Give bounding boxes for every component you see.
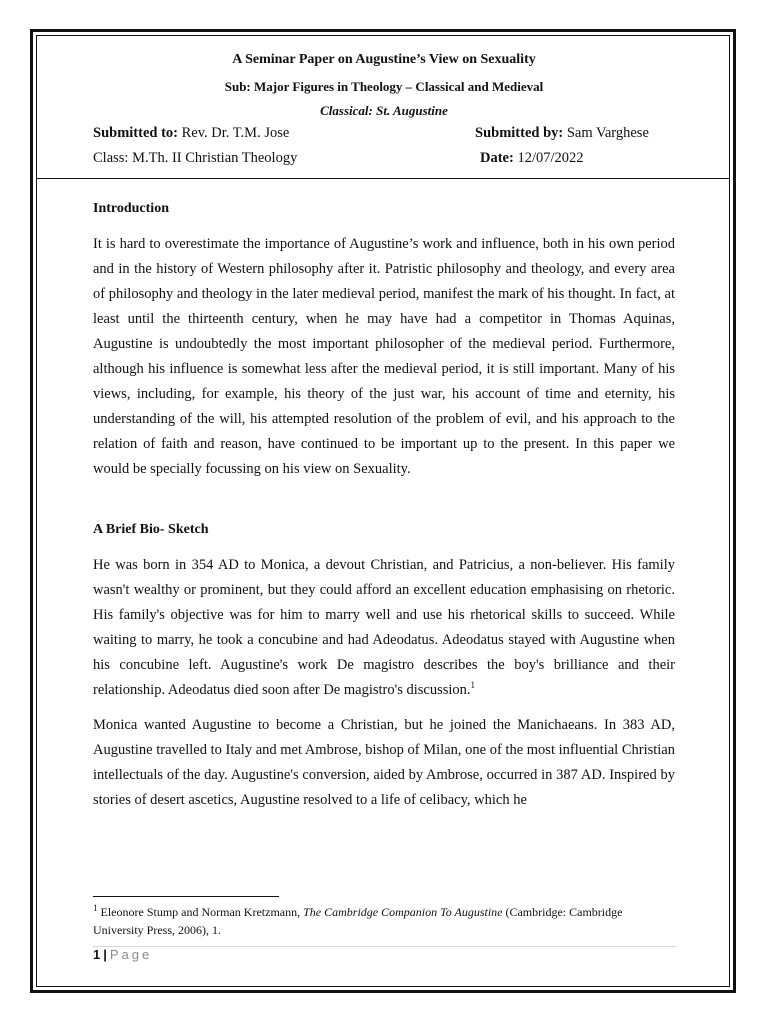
footer-divider (93, 946, 677, 947)
classical-line: Classical: St. Augustine (320, 103, 448, 118)
footnote-reference: 1 (470, 680, 476, 691)
submitted-to: Submitted to: Rev. Dr. T.M. Jose (93, 125, 290, 141)
introduction-heading: Introduction (93, 201, 169, 216)
footnote-divider (93, 896, 279, 897)
submitted-by: Submitted by: Sam Varghese (475, 125, 649, 141)
class-info: Class: M.Th. II Christian Theology (93, 150, 298, 166)
page-number: 1 | Page (93, 947, 153, 962)
date-info: Date: 12/07/2022 (480, 150, 584, 166)
introduction-paragraph: It is hard to overestimate the importance of Augustine’s work and influence, both in his own period and in the history of Western philosophy after it. Patristic philosophy and theology, and every area of philosophy and theology in the later medieval period, manifest the mark of his thought. In fact, at least until the thirteenth century, when he may have had a competitor in Thomas Aquinas, Augustine is undoubtedly the most important philosopher of the medieval period. Furthermore, although his influence is somewhat less after the medieval period, it is still important. Many of his views, including, for example, his theory of the just war, his account of time and eternity, his understanding of the will, his attempted resolution of the problem of evil, and his approach to the relation of faith and reason, have continued to be important up to the present. In this paper we would be specially focussing on his view on Sexuality. (93, 236, 675, 477)
bio-sketch-heading: A Brief Bio- Sketch (93, 522, 209, 537)
subject-line: Sub: Major Figures in Theology – Classical and Medieval (224, 79, 544, 94)
footnote: $^1$ Eleonore Stump and Norman Kretzmann, The Cambridge Companion To Augustine (Cambridge: Cambridge University Press, 2006), 1. (93, 903, 623, 937)
bio-paragraph-2: Monica wanted Augustine to become a Christian, but he joined the Manichaeans. In 383 AD, Augustine travelled to Italy and met Ambrose, bishop of Milan, one of the most influential Christian intellectuals of the day. Augustine's conversion, aided by Ambrose, occurred in 387 AD. Inspired by stories of desert ascetics, Augustine resolved to a life of celibacy, which he (93, 717, 675, 808)
bio-paragraph-1: He was born in 354 AD to Monica, a devout Christian, and Patricius, a non-believer. His family wasn't wealthy or prominent, but they could afford an excellent education emphasising on rhetoric. His family's objective was for him to marry well and use his rhetorical skills to succeed. While waiting to marry, he took a concubine and had Adeodatus. Adeodatus stayed with Augustine when his concubine left. Augustine's work De magistro describes the boy's brilliance and their relationship. Adeodatus died soon after De magistro's discussion.$^1$ (93, 557, 675, 698)
document-title: A Seminar Paper on Augustine’s View on Sexuality (232, 52, 536, 67)
header-divider (37, 178, 729, 179)
